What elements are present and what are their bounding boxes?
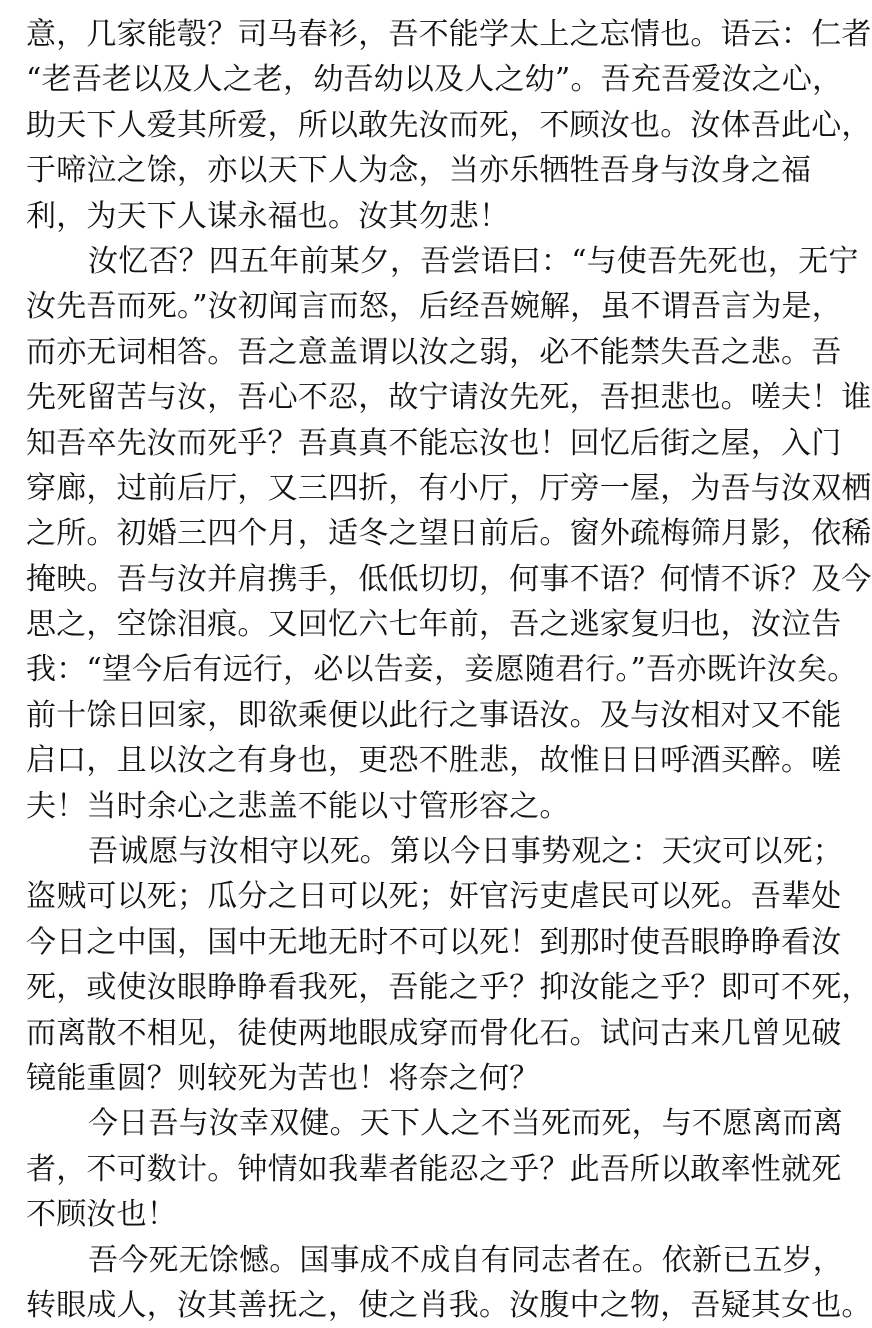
text-line: “老吾老以及人之老，幼吾幼以及人之幼”。吾充吾爱汝之心， (26, 62, 843, 98)
text-line: 死，或使汝眼睁睁看我死，吾能之乎？抑汝能之乎？即可不死， (26, 970, 872, 1006)
text-line: 转眼成人，汝其善抚之，使之肖我。汝腹中之物，吾疑其女也。 (26, 1287, 872, 1323)
text-line: 意，几家能彀？司马春衫，吾不能学太上之忘情也。语云：仁者 (26, 17, 872, 52)
text-line: 于啼泣之馀，亦以天下人为念，当亦乐牺牲吾身与汝身之福 (26, 153, 812, 189)
paragraph-3 (26, 829, 872, 1101)
paragraph-1 (26, 12, 872, 239)
text-line: 镜能重圆？则较死为苦也！将奈之何？ (26, 1060, 540, 1096)
text-line: 之所。初婚三四个月，适冬之望日前后。窗外疏梅筛月影，依稀 (26, 516, 872, 552)
text-line: 不顾汝也！ (26, 1197, 177, 1233)
text-line: 今日吾与汝幸双健。天下人之不当死而死，与不愿离而离 (88, 1106, 843, 1142)
text-line: 思之，空馀泪痕。又回忆六七年前，吾之逃家复归也，汝泣告 (26, 607, 842, 643)
text-line: 吾诚愿与汝相守以死。第以今日事势观之：天灾可以死； (88, 834, 843, 870)
text-line: 汝先吾而死。”汝初闻言而怒，后经吾婉解，虽不谓吾言为是， (26, 289, 842, 325)
text-line: 而离散不相见，徒使两地眼成穿而骨化石。试问古来几曾见破 (26, 1015, 842, 1051)
text-line: 助天下人爱其所爱，所以敢先汝而死，不顾汝也。汝体吾此心， (26, 107, 872, 143)
paragraph-4 (26, 1101, 843, 1237)
text-line: 前十馀日回家，即欲乘便以此行之事语汝。及与汝相对又不能 (26, 697, 842, 733)
paragraph-5 (26, 1238, 872, 1328)
text-line: 穿廊，过前后厅，又三四折，有小厅，厅旁一屋，为吾与汝双栖 (26, 470, 872, 506)
text-line: 盗贼可以死；瓜分之日可以死；奸官污吏虐民可以死。吾辈处 (26, 879, 842, 915)
text-line: 夫！当时余心之悲盖不能以寸管形容之。 (26, 788, 570, 824)
text-line: 利，为天下人谋永福也。汝其勿悲！ (26, 198, 510, 234)
text-line: 我：“望今后有远行，必以告妾，妾愿随君行。”吾亦既许汝矣。 (26, 652, 858, 688)
text-line: 掩映。吾与汝并肩携手，低低切切，何事不语？何情不诉？及今 (26, 561, 872, 597)
text-line: 今日之中国，国中无地无时不可以死！到那时使吾眼睁睁看汝 (26, 924, 842, 960)
text-line: 汝忆否？四五年前某夕，吾尝语曰：“与使吾先死也，无宁 (88, 243, 859, 279)
paragraph-2 (26, 239, 872, 829)
text-line: 启口，且以汝之有身也，更恐不胜悲，故惟日日呼酒买醉。嗟 (26, 743, 842, 779)
text-line: 而亦无词相答。吾之意盖谓以汝之弱，必不能禁失吾之悲。吾 (26, 334, 842, 370)
text-line: 者，不可数计。钟情如我辈者能忍之乎？此吾所以敢率性就死 (26, 1151, 842, 1187)
text-line: 知吾卒先汝而死乎？吾真真不能忘汝也！回忆后街之屋，入门 (26, 425, 842, 461)
text-line: 吾今死无馀憾。国事成不成自有同志者在。依新已五岁， (88, 1242, 843, 1278)
text-line: 先死留苦与汝，吾心不忍，故宁请汝先死，吾担悲也。嗟夫！谁 (26, 380, 872, 416)
